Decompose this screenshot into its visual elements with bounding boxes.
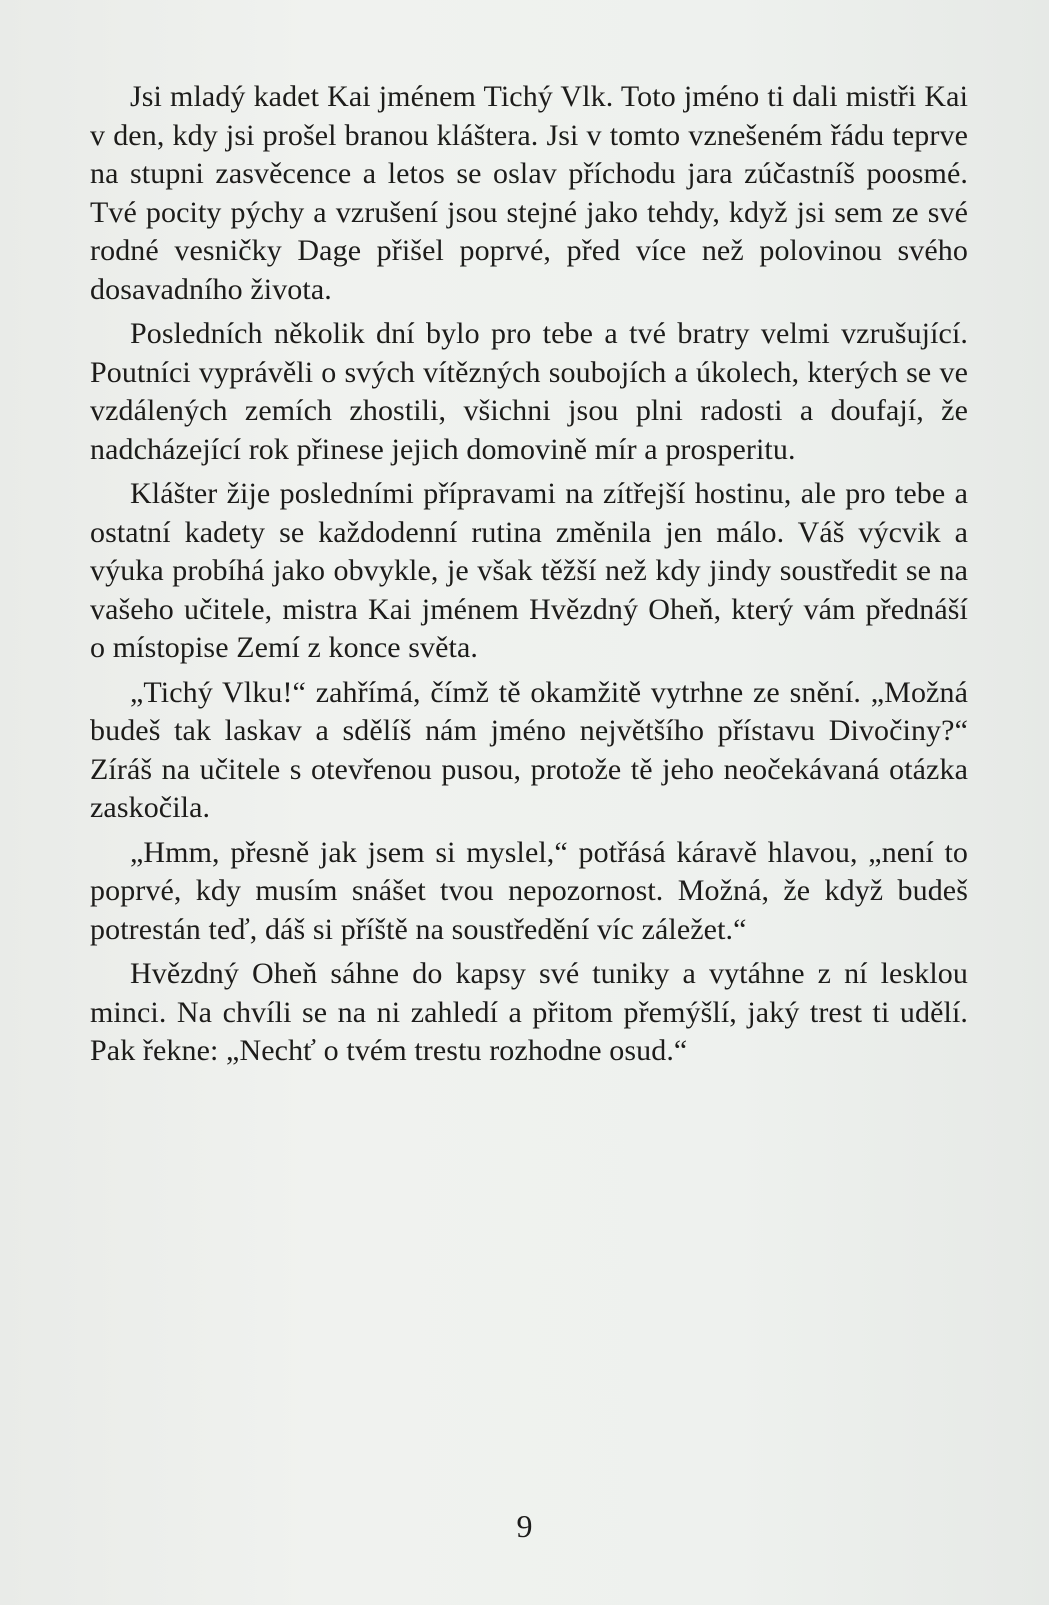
page-number: 9 <box>516 1508 533 1544</box>
paragraph-5: „Hmm, přesně jak jsem si myslel,“ potřásá káravě hlavou, „není to poprvé, kdy musím snášet tvou nepozornost. Možná, že když budeš potrestán teď, dáš si příště na soustředění víc záležet.“ <box>90 835 968 946</box>
paragraph-1: Jsi mladý kadet Kai jménem Tichý Vlk. Toto jméno ti dali mistři Kai v den, kdy jsi prošel branou kláštera. Jsi v tomto vznešeném řádu teprve na stupni zasvěcence a letos se oslav příchodu jara zúčastníš poosmé. Tvé pocity pýchy a vzrušení jsou stejné jako tehdy, když jsi sem ze své rodné vesničky Dage přišel poprvé, před více než polovinou svého dosavadního života. <box>90 80 968 306</box>
body-text <box>90 78 968 1077</box>
paragraph-3: Klášter žije posledními přípravami na zítřejší hostinu, ale pro tebe a ostatní kadety se každodenní rutina změnila jen málo. Váš výcvik a výuka probíhá jako obvykle, je však těžší než kdy jindy soustředit se na vašeho učitele, mistra Kai jménem Hvězdný Oheň, který vám přednáší o místopise Zemí z konce světa. <box>90 477 968 664</box>
paragraph-6: Hvězdný Oheň sáhne do kapsy své tuniky a vytáhne z ní lesklou minci. Na chvíli se na ni zahledí a přitom přemýšlí, jaký trest ti udělí. Pak řekne: „Nechť o tvém trestu rozhodne osud.“ <box>90 957 968 1067</box>
paragraph-2: Posledních několik dní bylo pro tebe a tvé bratry velmi vzrušující. Poutníci vyprávěli o svých vítězných soubojích a úkolech, kterých se ve vzdálených zemích zhostili, všichni jsou plni radosti a doufají, že nadcházející rok přinese jejich domovině mír a prosperitu. <box>90 317 968 466</box>
paragraph-4: „Tichý Vlku!“ zahřímá, čímž tě okamžitě vytrhne ze snění. „Možná budeš tak laskav a sdělíš nám jméno největšího přístavu Divočiny?“ Zíráš na učitele s otevřenou pusou, protože tě jeho neočekávaná otázka zaskočila. <box>90 675 968 824</box>
